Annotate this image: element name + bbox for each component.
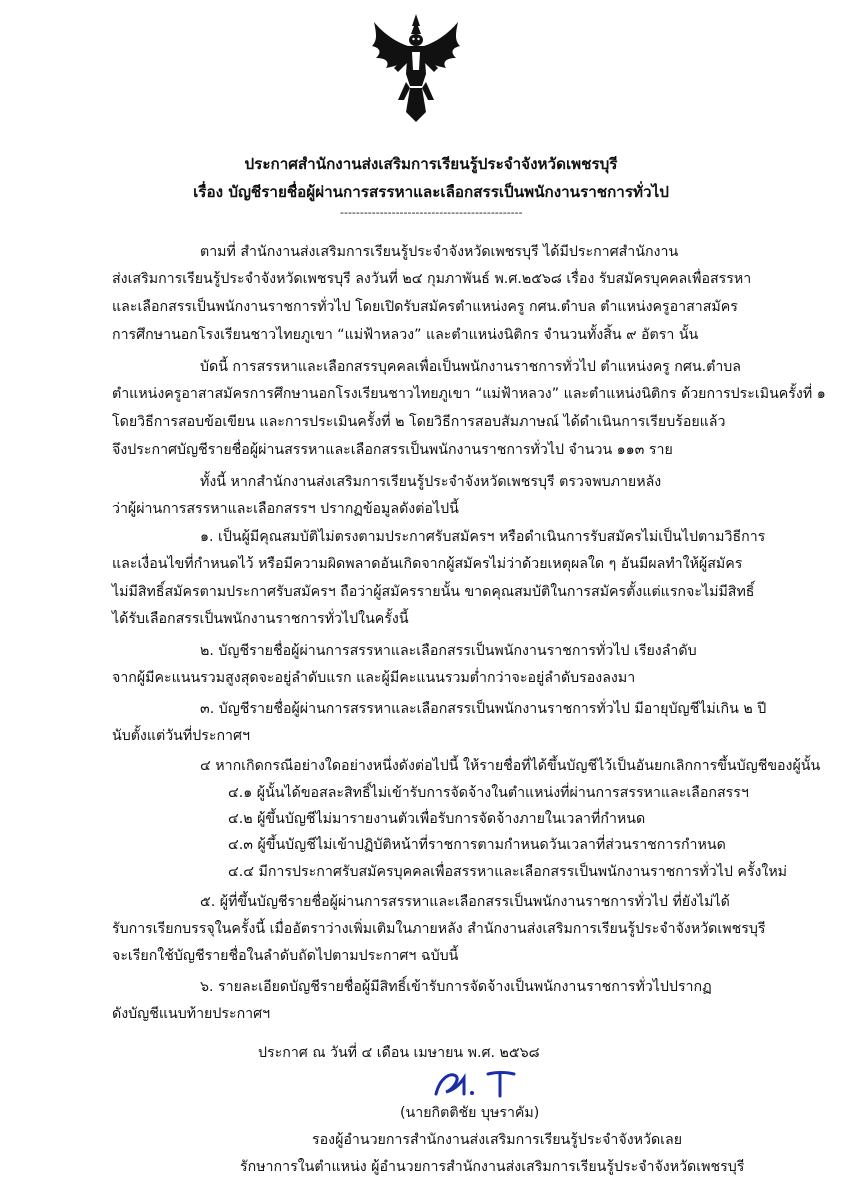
body-line: บัดนี้ การสรรหาและเลือกสรรบุคคลเพื่อเป็นพนักงานราชการทั่วไป ตำแหน่งครู กศน.ตำบล (200, 359, 741, 375)
signer-name: (นายกิตติชัย บุษราคัม) (400, 1105, 540, 1121)
body-line: ๒. บัญชีรายชื่อผู้ผ่านการสรรหาและเลือกสรรเป็นพนักงานราชการทั่วไป เรียงลำดับ (200, 643, 697, 659)
body-line: ตามที่ สำนักงานส่งเสริมการเรียนรู้ประจำจังหวัดเพชรบุรี ได้มีประกาศสำนักงาน (200, 244, 679, 260)
title-divider: ---------------------------------------------- (340, 206, 523, 219)
body-line: ส่งเสริมการเรียนรู้ประจำจังหวัดเพชรบุรี ลงวันที่ ๒๔ กุมภาพันธ์ พ.ศ.๒๕๖๘ เรื่อง รับสมัครบุคคลเพื่อสรรหา (112, 271, 752, 287)
body-line: ๔.๒ ผู้ขึ้นบัญชีไม่มารายงานตัวเพื่อรับการจัดจ้างภายในเวลาที่กำหนด (228, 811, 646, 827)
garuda-emblem-icon (368, 12, 464, 124)
body-line: ตำแหน่งครูอาสาสมัครการศึกษานอกโรงเรียนชาวไทยภูเขา “แม่ฟ้าหลวง” และตำแหน่งนิติกร ด้วยการประเมินครั้งที่ ๑ (112, 386, 826, 402)
body-line: การศึกษานอกโรงเรียนชาวไทยภูเขา “แม่ฟ้าหลวง” และตำแหน่งนิติกร จำนวนทั้งสิ้น ๙ อัตรา นั้น (112, 327, 699, 343)
body-line: และเงื่อนไขที่กำหนดไว้ หรือมีความผิดพลาดอันเกิดจากผู้สมัครไม่ว่าด้วยเหตุผลใด ๆ อันมีผลทำให้ผู้สมัคร (112, 556, 743, 572)
body-line: จะเรียกใช้บัญชีรายชื่อในลำดับถัดไปตามประกาศฯ ฉบับนี้ (112, 948, 459, 964)
body-line: และเลือกสรรเป็นพนักงานราชการทั่วไป โดยเปิดรับสมัครตำแหน่งครู กศน.ตำบล ตำแหน่งครูอาสาสมัคร (112, 299, 738, 315)
body-line: ว่าผู้ผ่านการสรรหาและเลือกสรรฯ ปรากฏข้อมูลดังต่อไปนี้ (112, 501, 459, 517)
document-title: ประกาศสำนักงานส่งเสริมการเรียนรู้ประจำจังหวัดเพชรบุรี (244, 155, 618, 173)
body-line: โดยวิธีการสอบข้อเขียน และการประเมินครั้งที่ ๒ โดยวิธีการสอบสัมภาษณ์ ได้ดำเนินการเรียบร้อยแล้ว (112, 414, 726, 430)
body-line: ๑. เป็นผู้มีคุณสมบัติไม่ตรงตามประกาศรับสมัครฯ หรือดำเนินการรับสมัครไม่เป็นไปตามวิธีการ (200, 529, 766, 545)
body-line: จึงประกาศบัญชีรายชื่อผู้ผ่านสรรหาและเลือกสรรเป็นพนักงานราชการทั่วไป จำนวน ๑๑๓ ราย (112, 442, 673, 458)
signer-acting-position: รักษาการในตำแหน่ง ผู้อำนวยการสำนักงานส่งเสริมการเรียนรู้ประจำจังหวัดเพชรบุรี (240, 1159, 745, 1175)
handwritten-signature-icon (430, 1066, 520, 1102)
body-line: ๔.๔ มีการประกาศรับสมัครบุคคลเพื่อสรรหาและเลือกสรรเป็นพนักงานราชการทั่วไป ครั้งใหม่ (228, 864, 788, 880)
body-line: ๔.๓ ผู้ขึ้นบัญชีไม่เข้าปฏิบัติหน้าที่ราชการตามกำหนดวันเวลาที่ส่วนราชการกำหนด (228, 837, 726, 853)
body-line: ๓. บัญชีรายชื่อผู้ผ่านการสรรหาและเลือกสรรเป็นพนักงานราชการทั่วไป มีอายุบัญชีไม่เกิน ๒ ปี (200, 701, 767, 717)
document-subject: เรื่อง บัญชีรายชื่อผู้ผ่านการสรรหาและเลือกสรรเป็นพนักงานราชการทั่วไป (193, 183, 669, 201)
body-line: ๔ หากเกิดกรณีอย่างใดอย่างหนึ่งดังต่อไปนี้ ให้รายชื่อที่ได้ขึ้นบัญชีไว้เป็นอันยกเลิกการขึ้นบัญชีของผู้นั้น (200, 758, 821, 774)
body-line: รับการเรียกบรรจุในครั้งนี้ เมื่ออัตราว่างเพิ่มเติมในภายหลัง สำนักงานส่งเสริมการเรียนรู้ประจำจังหวัดเพชรบุรี (112, 921, 766, 937)
body-line: ๔.๑ ผู้นั้นได้ขอสละสิทธิ์ไม่เข้ารับการจัดจ้างในตำแหน่งที่ผ่านการสรรหาและเลือกสรรฯ (228, 785, 749, 801)
body-line: ๖. รายละเอียดบัญชีรายชื่อผู้มีสิทธิ์เข้ารับการจัดจ้างเป็นพนักงานราชการทั่วไปปรากฏ (200, 979, 712, 995)
body-line: จากผู้มีคะแนนรวมสูงสุดจะอยู่ลำดับแรก และผู้มีคะแนนรวมต่ำกว่าจะอยู่ลำดับรองลงมา (112, 670, 636, 686)
signer-position: รองผู้อำนวยการสำนักงานส่งเสริมการเรียนรู้ประจำจังหวัดเลย (312, 1132, 683, 1148)
body-line: ไม่มีสิทธิ์สมัครตามประกาศรับสมัครฯ ถือว่าผู้สมัครรายนั้น ขาดคุณสมบัติในการสมัครตั้งแต่แรกจะไม่มีสิทธิ์ (112, 584, 755, 600)
body-line: ๕. ผู้ที่ขึ้นบัญชีรายชื่อผู้ผ่านการสรรหาและเลือกสรรเป็นพนักงานราชการทั่วไป ที่ยังไม่ได้ (200, 894, 730, 910)
body-line: ทั้งนี้ หากสำนักงานส่งเสริมการเรียนรู้ประจำจังหวัดเพชรบุรี ตรวจพบภายหลัง (200, 474, 662, 490)
body-line: ดังบัญชีแนบท้ายประกาศฯ (112, 1006, 271, 1022)
body-line: นับตั้งแต่วันที่ประกาศฯ (112, 728, 250, 744)
body-line: ได้รับเลือกสรรเป็นพนักงานราชการทั่วไปในครั้งนี้ (112, 611, 409, 627)
announce-date: ประกาศ ณ วันที่ ๔ เดือน เมษายน พ.ศ. ๒๕๖๘ (258, 1045, 540, 1061)
